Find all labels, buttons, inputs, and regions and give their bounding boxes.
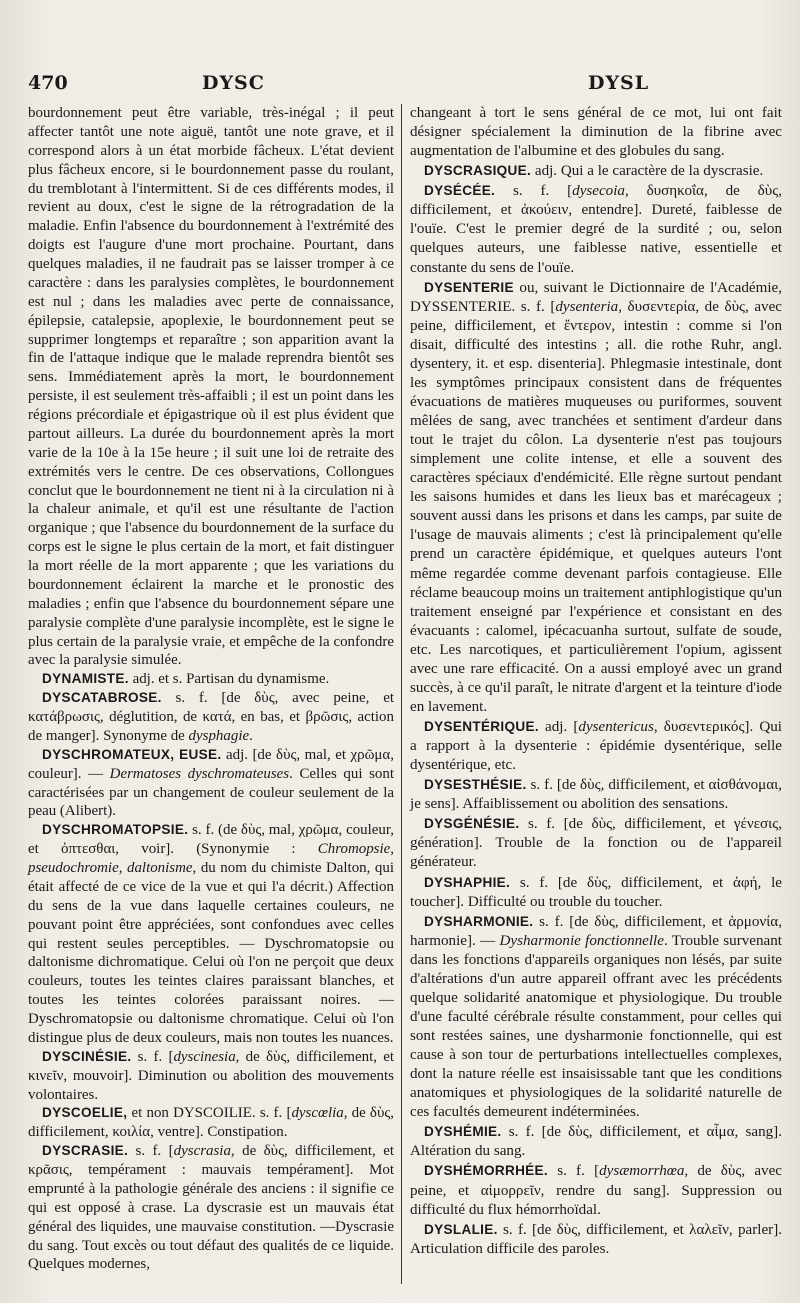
entry-dyscatabrose bbox=[28, 689, 394, 746]
headword: DYSCRASIE. bbox=[42, 1143, 129, 1159]
headword: DYSCHROMATEUX, EUSE. bbox=[42, 746, 222, 762]
definition: s. f. [de δὺς, difficilement, et λαλεῖν, parler]. Articulation difficile des paroles. bbox=[410, 1221, 782, 1257]
headword: DYSENTERIE bbox=[424, 279, 514, 295]
definition: s. f. [de δὺς, difficilement, et γένεσις, génération]. Trouble de la fonction ou de l'appareil générateur. bbox=[410, 816, 782, 871]
entry-dyshemie bbox=[410, 1122, 782, 1161]
headword: DYSHÉMIE. bbox=[424, 1124, 502, 1140]
definition-rest: , δυσεντερικός]. Qui a rapport à la dysenterie : épidémie dysentérique, selle dysentérique, etc. bbox=[410, 719, 782, 774]
definition-italic: Chromopsie, pseudochromie, daltonisme bbox=[28, 841, 394, 876]
definition-italic: dyscinesia bbox=[173, 1048, 236, 1065]
definition: s. f. (de δὺς, mal, χρῶμα, couleur, et ὀπτεσθαι, voir]. (Synonymie : bbox=[28, 822, 394, 858]
definition-rest: , δυσεντερία, de δὺς, avec peine, difficilement, et ἔντερον, intestin : comme si l'on disait, difficulté des intestins ; all. die rothe Ruhr, angl. dysentery, it. et esp. disenteria]. Phlegmasie intestinale, dont les symptômes principaux consistent dans de fréquentes évacuations de matières muqueuses ou puriformes, souvent mêlées de sang, avec tranchées et sentiment d'ardeur dans tout le trajet du côlon. La dysenterie n'est pas toujours simplement une colite intense, et elle a souvent des caractères spéciaux d'endémicité. Elle règne surtout pendant les saisons humides et dans les lieux bas et marécageux ; souvent aussi dans les prisons et dans les camps, par suite de l'usage de mauvais aliments ; c'est là principalement qu'elle prend un caractère épidémique, et quelques auteurs l'ont même regardée comme devenant parfois contagieuse. Elle réclame beaucoup moins un traitement antiphlogistique qu'un traitement enseigné par l'expérience et consistant en des évacuants : calomel, ipécacuanha surtout, sulfate de soude, etc. Les narcotiques, et particulièrement l'opium, agissent avec une rare efficacité. On a aussi employé avec un grand succès, à ce qu'il paraît, le nitrate d'argent et la teinture d'iode en lavement. bbox=[410, 298, 782, 715]
definition-rest: . bbox=[249, 727, 253, 744]
definition: et non DYSCOILIE. s. f. [ bbox=[127, 1105, 292, 1122]
headword: DYSLALIE. bbox=[424, 1221, 498, 1237]
headword: DYSHÉMORRHÉE. bbox=[424, 1163, 548, 1179]
headword: DYSCHROMATOPSIE. bbox=[42, 822, 189, 838]
definition-italic: Dermatoses dyschromateuses bbox=[109, 765, 290, 782]
definition: adj. et s. Partisan du dynamisme. bbox=[128, 671, 330, 688]
definition-italic: Dysharmonie fonctionnelle bbox=[499, 932, 664, 949]
entry-dyslalie bbox=[410, 1220, 782, 1259]
running-head bbox=[28, 72, 778, 102]
definition-rest: , de δὺς, difficilement, κοιλία, ventre]. Constipation. bbox=[28, 1105, 395, 1141]
definition-italic: dysentericus bbox=[578, 719, 654, 735]
headword: DYSCINÉSIE. bbox=[42, 1048, 132, 1064]
definition: s. f. [de δὺς, difficilement, et ἁφή, le toucher]. Difficulté ou trouble du toucher. bbox=[410, 874, 782, 910]
definition: s. f. [ bbox=[548, 1163, 600, 1180]
definition-rest: , de δὺς, difficilement, et κινεῖν, mouvoir]. Diminution ou abolition des mouvements volontaires. bbox=[28, 1048, 395, 1103]
entry-dyscrasique bbox=[410, 161, 782, 181]
page-number: 470 bbox=[28, 72, 68, 94]
entry-dysesthesie bbox=[410, 775, 782, 814]
headword: DYSHARMONIE. bbox=[424, 913, 534, 929]
headword: DYSGÉNÉSIE. bbox=[424, 816, 520, 832]
definition-rest: , du nom du chimiste Dalton, qui était affecté de ce vice de la vue et qui l'a décrit.) Affection du sens de la vue dans laquelle certaines couleurs, ne pouvant point être appréciées, sont confondues avec celles qui restent seules perceptibles. — Dyschromatopsie ou daltonisme dichromatique. Celui où l'on ne perçoit que deux couleurs, toutes les teintes claires paraissant blanches, et toutes les teintes colorées paraissant noires. — Dyschromatopsie ou daltonisme chromatique. Celui où l'on distingue plus de deux couleurs, mais non toutes les nuances. bbox=[28, 860, 394, 1046]
definition: s. f. [ bbox=[495, 183, 573, 200]
definition-rest: , δυσηκοΐα, de δὺς, difficilement, et ἀκούειν, entendre]. Dureté, faiblesse de l'ouïe. C'est le premier degré de la surdité ; ou, selon quelques auteurs, une faiblesse native, essentielle et constante du sens de l'ouïe. bbox=[410, 183, 782, 276]
definition-rest: . Celles qui sont caractérisées par un changement de couleur seulement de la peau (Alibert). bbox=[28, 765, 394, 820]
entry-dyscinesie bbox=[28, 1048, 394, 1105]
definition-italic: dysecoia bbox=[572, 183, 625, 200]
definition-italic: dysæmorrhœa bbox=[599, 1163, 685, 1180]
running-head-right: DYSL bbox=[588, 72, 650, 94]
definition-italic: dysenteria bbox=[555, 298, 619, 315]
entry-dysharmonie bbox=[410, 912, 782, 1123]
headword: DYSCATABROSE. bbox=[42, 690, 162, 706]
headword: DYSESTHÉSIE. bbox=[424, 777, 527, 793]
running-head-left: DYSC bbox=[202, 72, 265, 94]
continuation-paragraph: bourdonnement peut être variable, très-inégal ; il peut affecter tantôt une note aiguë, tantôt une note grave, et il correspond alors à un état morbide fâcheux. L'état devient plus fâcheux encore, si le bourdonnement passe du roulant, du tremblotant à l'intermittent. Si de ces différents modes, il revient au doux, c'est le signe de la rétrogradation de la maladie. Enfin l'absence du bourdonnement à l'extrémité des doigts est l'augure d'une mort prochaine. Pourtant, dans quelques maladies, il ne faudrait pas se laisser tromper à ce caractère : dans les paralysies complètes, le bourdonnement est nul ; dans les maladies avec perte de connaissance, épilepsie, catalepsie, apoplexie, le bourdonnement peut se supprimer longtemps et reparaître ; son apparition avant la fin de l'attaque indique que le malade reprendra bientôt ses sens. Immédiatement après la mort, le bourdonnement persiste, il est seulement très-affaibli ; il est un point dans les régions précordiale et épigastrique où il est plus évident que partout ailleurs. La durée du bourdonnement après la mort varie de la 10e à la 15e heure ; il suit une loi de retraite des extrémités vers le centre. De ces observations, Collongues conclut que le bourdonnement ne tient ni à la circulation ni à la chaleur animale, et qu'il est une résultante de l'action organique ; que l'absence du bourdonnement de la surface du corps est le signe le plus certain de la mort, et fait distinguer la mort réelle de la mort apparente ; que les variations du bourdonnement éclairent la marche et le pronostic des maladies ; enfin que l'absence du bourdonnement sépare une paralysie complète d'une paralysie incomplète, est le signe le plus certain de la paralysie vraie, et empêche de la confondre avec la paralysie simulée. bbox=[28, 105, 394, 669]
definition: adj. [ bbox=[538, 719, 579, 735]
entry-dyshaphie bbox=[410, 873, 782, 912]
entry-dysenterie bbox=[410, 278, 782, 717]
entry-dyscoelie bbox=[28, 1104, 394, 1142]
definition-rest: , de δὺς, difficilement, et κρᾶσις, tempérament : mauvais tempérament]. Mot emprunté à la pathologie générale des anciens : il signifie ce qui est opposé à crase. La dyscrasie est un mauvais état général des liquides, une mauvaise constitution. —Dyscrasie du sang. Tout excès ou tout défaut des qualités de ce liquide. Quelques modernes, bbox=[28, 1143, 394, 1273]
definition: s. f. [de δὺς, difficilement, et ἁρμονία, harmonie]. — bbox=[410, 913, 782, 949]
definition: s. f. [de δὺς, avec peine, et κατάβρωσις, déglutition, de κατά, en bas, et βρῶσις, action de manger]. Synonyme de bbox=[28, 690, 394, 744]
left-column bbox=[28, 104, 394, 1284]
definition-italic: dysphagie bbox=[188, 727, 250, 744]
entry-dysgenesie bbox=[410, 814, 782, 872]
continuation-paragraph: changeant à tort le sens général de ce mot, lui ont fait désigner spécialement la diminution de la fibrine avec augmentation de l'albumine et des globules du sang. bbox=[410, 105, 782, 160]
entry-dyschromatopsie bbox=[28, 821, 394, 1048]
entry-dyshemorrhee bbox=[410, 1161, 782, 1219]
headword: DYNAMISTE. bbox=[42, 671, 129, 687]
definition: adj. [de δὺς, mal, et χρῶμα, couleur]. — bbox=[28, 746, 394, 782]
entry-dysecee bbox=[410, 181, 782, 277]
definition: s. f. [ bbox=[128, 1143, 174, 1160]
definition-italic: dyscrasia bbox=[173, 1143, 231, 1160]
definition: s. f. [de δὺς, difficilement, et αἷμα, sang]. Altération du sang. bbox=[410, 1124, 782, 1160]
headword: DYSHAPHIE. bbox=[424, 874, 511, 890]
definition-rest: . Trouble survenant dans les fonctions d'appareils organiques non lésés, par suite d'altérations d'un autre appareil offrant avec les précédents quelque solidarité anatomique et physiologique. Du trouble d'une faculté cérébrale résulte constamment, pour celles qui sont restées saines, une dysharmonie fonctionnelle, qui est cause à son tour de perturbations intellectuelles complexes, dont la nature réelle est insaisissable tant que les conditions anatomiques et physiologiques de la solidarité naturelle de ces facultés demeurent indéterminées. bbox=[410, 932, 782, 1121]
headword: DYSCOELIE, bbox=[42, 1105, 128, 1121]
definition: s. f. [de δὺς, difficilement, et αἰσθάνομαι, je sens]. Affaiblissement ou abolition des sensations. bbox=[410, 777, 782, 813]
entry-dysenterique bbox=[410, 717, 782, 775]
entry-dyscrasie bbox=[28, 1142, 394, 1274]
definition-rest: , de δὺς, avec peine, et αἱμορρεῖν, rendre du sang]. Suppression ou difficulté du flux hémorrhoïdal. bbox=[410, 1163, 782, 1218]
definition: ou, suivant le Dictionnaire de l'Académie, DYSSENTERIE. s. f. [ bbox=[410, 279, 782, 315]
headword: DYSÉCÉE. bbox=[424, 183, 496, 199]
right-column bbox=[410, 104, 782, 1284]
column-divider bbox=[401, 104, 402, 1284]
definition: adj. Qui a le caractère de la dyscrasie. bbox=[531, 163, 764, 180]
entry-dynamiste bbox=[28, 670, 394, 689]
headword: DYSENTÉRIQUE. bbox=[424, 719, 539, 734]
headword: DYSCRASIQUE. bbox=[424, 163, 532, 179]
definition-italic: dyscœlia bbox=[291, 1105, 344, 1122]
definition: s. f. [ bbox=[131, 1048, 174, 1065]
entry-dyschromateux bbox=[28, 746, 394, 822]
